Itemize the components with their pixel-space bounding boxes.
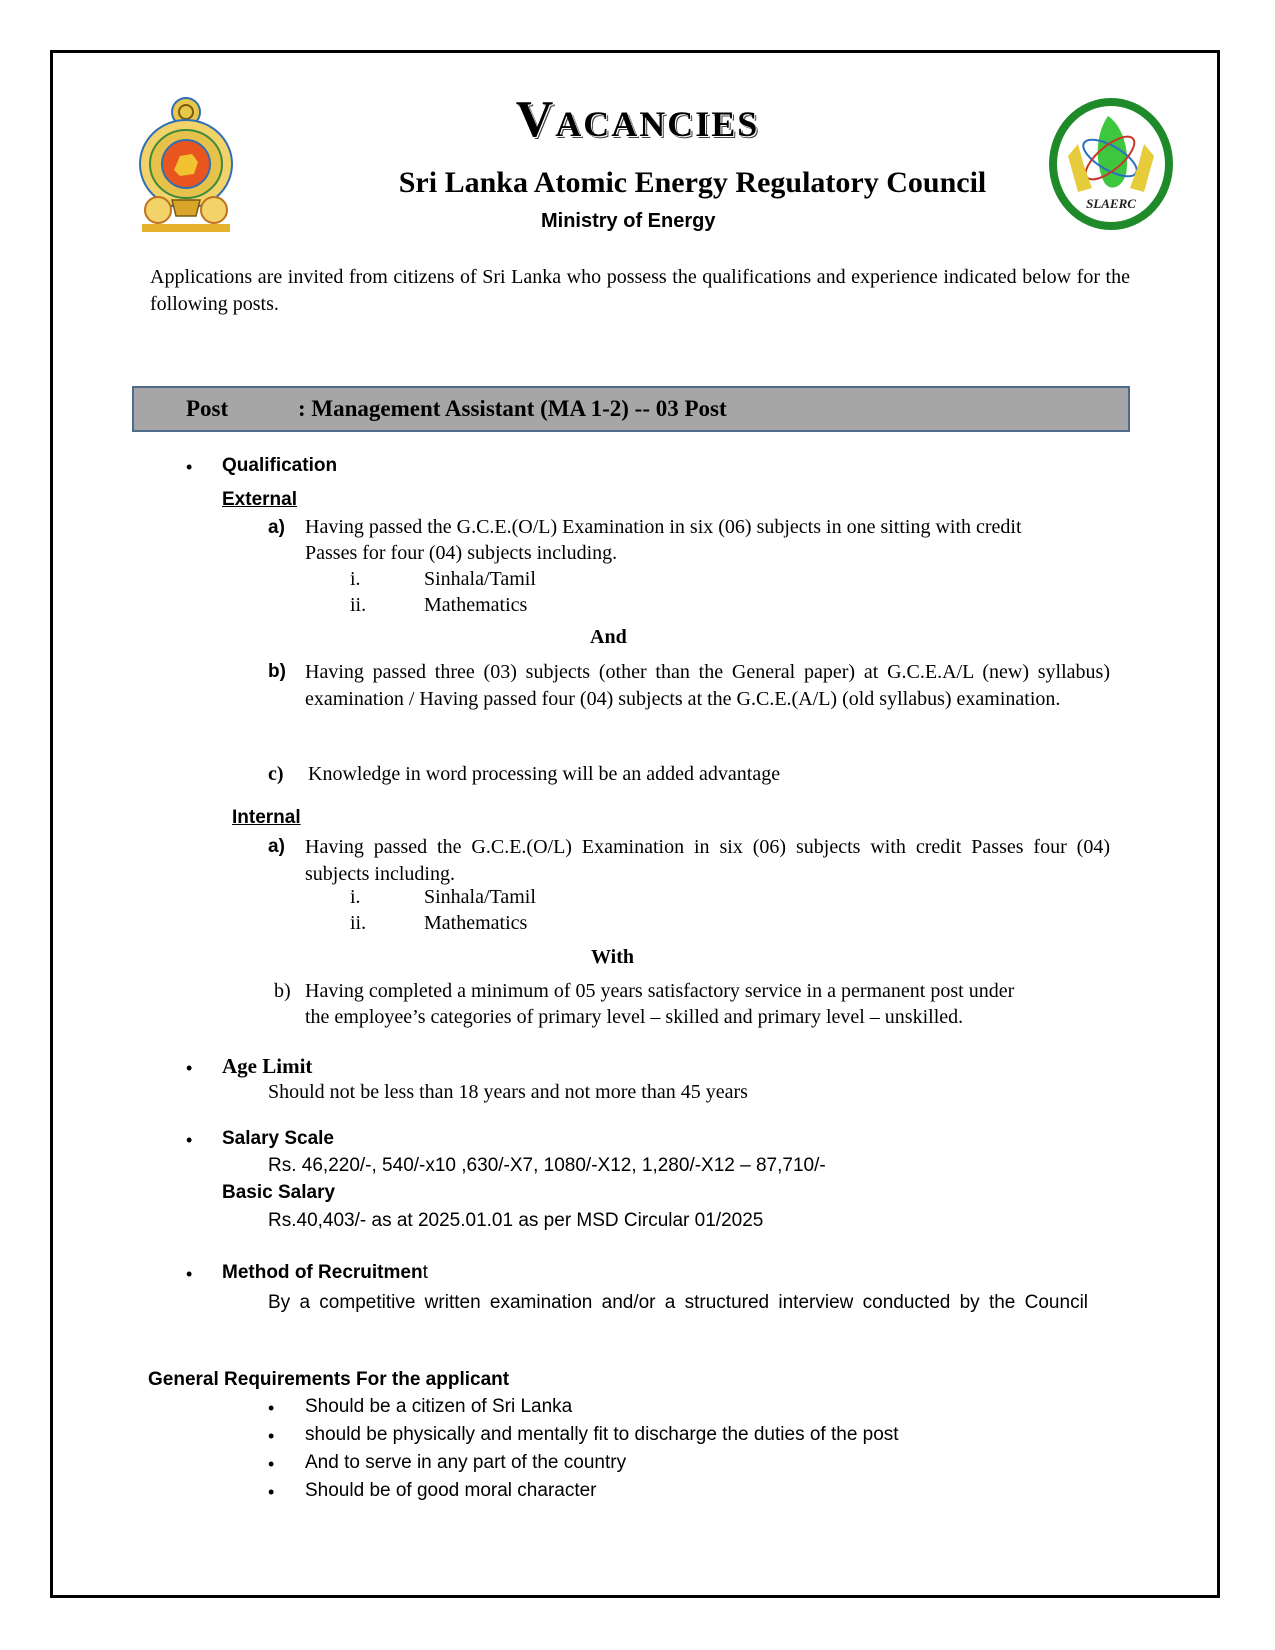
intro-paragraph: Applications are invited from citizens of Sri Lanka who possess the qualifications and experience indicated below for the following posts.	[150, 266, 1130, 315]
list-marker: i.	[350, 568, 361, 590]
external-c-text: Knowledge in word processing will be an added advantage	[308, 763, 781, 785]
age-limit-heading: Age Limit	[222, 1054, 313, 1078]
basic-salary-text: Rs.40,403/- as at 2025.01.01 as per MSD Circular 01/2025	[268, 1210, 764, 1231]
requirement-item: should be physically and mentally fit to discharge the duties of the post	[305, 1424, 899, 1445]
list-item: Mathematics	[424, 912, 528, 934]
list-item: Sinhala/Tamil	[424, 886, 536, 908]
list-marker: c)	[268, 763, 284, 785]
bullet-icon: •	[186, 1264, 193, 1284]
list-item: Sinhala/Tamil	[424, 568, 536, 590]
post-title: : Management Assistant (MA 1-2) -- 03 Post	[298, 396, 727, 421]
organization-name: Sri Lanka Atomic Energy Regulatory Council	[398, 166, 987, 199]
internal-a-text: Having passed the G.C.E.(O/L) Examination in six (06) subjects with credit Passes four (04) subjects including.	[305, 836, 1110, 885]
list-marker: i.	[350, 886, 361, 908]
recruitment-heading-tail: t	[422, 1262, 428, 1283]
slaerc-logo-text: SLAERC	[1086, 196, 1136, 211]
list-marker: ii.	[350, 594, 367, 616]
internal-b-line2: the employee’s categories of primary level – skilled and primary level – unskilled.	[305, 1006, 964, 1028]
requirement-item: Should be of good moral character	[305, 1480, 597, 1501]
recruitment-text: By a competitive written examination and/or a structured interview conducted by the Council	[268, 1292, 1089, 1313]
bullet-icon: •	[186, 1058, 193, 1078]
bullet-icon: •	[268, 1398, 275, 1418]
general-requirements-heading: General Requirements For the applicant	[148, 1369, 510, 1390]
external-heading: External	[222, 489, 297, 510]
requirement-item: And to serve in any part of the country	[305, 1452, 627, 1473]
bullet-icon: •	[186, 1130, 193, 1150]
list-marker: b)	[274, 980, 291, 1002]
external-a-line1: Having passed the G.C.E.(O/L) Examination in six (06) subjects in one sitting with credit	[305, 516, 1022, 538]
bullet-icon: •	[186, 457, 193, 477]
internal-heading: Internal	[232, 807, 301, 828]
age-limit-text: Should not be less than 18 years and not more than 45 years	[268, 1081, 748, 1103]
list-marker: b)	[268, 661, 286, 682]
basic-salary-heading: Basic Salary	[222, 1182, 336, 1203]
list-marker: a)	[268, 517, 285, 538]
salary-scale-heading: Salary Scale	[222, 1128, 334, 1149]
qualification-heading: Qualification	[222, 455, 338, 476]
list-marker: a)	[268, 836, 285, 857]
recruitment-heading-main: Method of Recruitmen	[222, 1262, 423, 1283]
recruitment-heading	[222, 1262, 428, 1284]
requirement-item: Should be a citizen of Sri Lanka	[305, 1396, 573, 1417]
bullet-icon: •	[268, 1454, 275, 1474]
connector-with: With	[591, 946, 634, 968]
list-item: Mathematics	[424, 594, 528, 616]
salary-scale-text: Rs. 46,220/-, 540/-x10 ,630/-X7, 1080/-X12, 1,280/-X12 – 87,710/-	[268, 1155, 826, 1176]
ministry-name: Ministry of Energy	[541, 210, 716, 232]
page-title: Vacancies	[515, 91, 760, 148]
external-a-line2: Passes for four (04) subjects including.	[305, 542, 618, 564]
connector-and: And	[590, 626, 627, 648]
bullet-icon: •	[268, 1426, 275, 1446]
external-b-text: Having passed three (03) subjects (other than the General paper) at G.C.E.A/L (new) syllabus) examination / Having passed four (04) subjects at the G.C.E.(A/L) (old syllabus) examination.	[305, 661, 1110, 710]
post-label: Post	[186, 396, 229, 421]
internal-b-line1: Having completed a minimum of 05 years satisfactory service in a permanent post under	[305, 980, 1015, 1002]
list-marker: ii.	[350, 912, 367, 934]
bullet-icon: •	[268, 1482, 275, 1502]
